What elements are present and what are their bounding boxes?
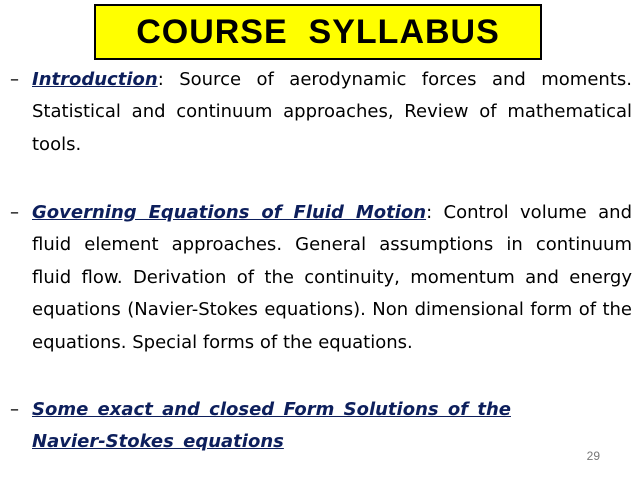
syllabus-item-introduction [10, 64, 632, 161]
syllabus-item-heading: Some exact and closed Form Solutions of the Navier-Stokes equations [32, 399, 511, 453]
bullet-dash: – [10, 399, 19, 420]
bullet-dash: – [10, 69, 19, 90]
slide-title: COURSE SYLLABUS [136, 13, 500, 51]
syllabus-item-body: Control volume and fluid element approaches. General assumptions in continuum fluid flow. Derivation of the continuity, momentum and energy equations (Navier-Stokes equations). Non dimensional form of the equations. Special forms of the equations. [32, 202, 632, 353]
slide-number: 29 [586, 449, 600, 463]
syllabus-item-text [32, 394, 592, 459]
syllabus-item-text [32, 197, 632, 359]
heading-separator: : [426, 202, 433, 223]
syllabus-item-body: Source of aerodynamic forces and moments. Statistical and continuum approaches, Review of mathematical tools. [32, 69, 632, 155]
bullet-dash: – [10, 202, 19, 223]
syllabus-item-heading: Governing Equations of Fluid Motion [32, 202, 427, 223]
syllabus-item-governing-equations [10, 197, 632, 359]
title-banner [94, 4, 542, 60]
heading-separator: : [157, 69, 164, 90]
syllabus-item-text [32, 64, 632, 161]
syllabus-item-exact-solutions [10, 394, 632, 459]
syllabus-item-heading: Introduction [32, 69, 158, 90]
